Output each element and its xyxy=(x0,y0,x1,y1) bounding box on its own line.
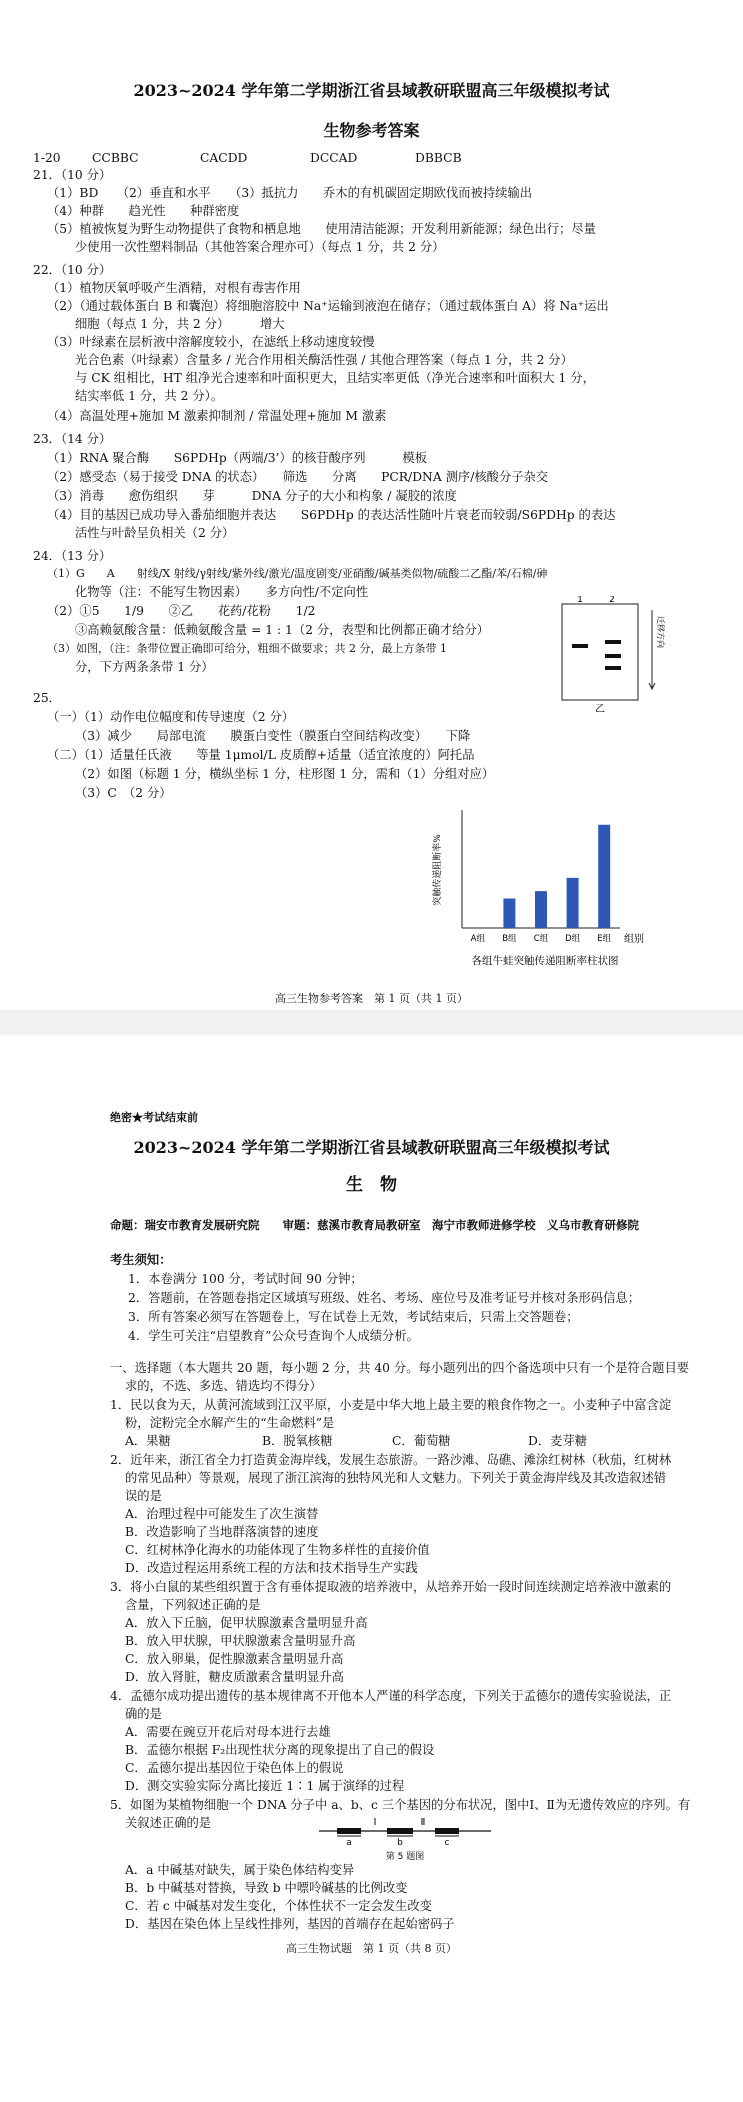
option-c: C．若 c 中碱基对发生变化，个体性状不一定会发生改变 xyxy=(125,1899,432,1913)
answer-line: （3）如图，（注：条带位置正确即可给分，粗细不做要求；共 2 分，最上方条带 1 xyxy=(47,642,447,655)
question-stem: 含量，下列叙述正确的是 xyxy=(125,1598,261,1612)
option-a: A．放入下丘脑，促甲状腺激素含量明显升高 xyxy=(125,1616,368,1630)
answer-line: 活性与叶龄呈负相关（2 分） xyxy=(75,526,235,540)
choice-range: 1-20 xyxy=(33,151,61,165)
gel-figure xyxy=(550,596,665,712)
answer-line: 21．（10 分） xyxy=(33,168,112,182)
answer-line: （4）种群 趋光性 种群密度 xyxy=(47,204,240,218)
page-gap xyxy=(0,1010,743,1035)
answer-line: 24．（13 分） xyxy=(33,549,112,563)
gel-lane-label: 1 xyxy=(577,596,583,605)
question-stem: 5．如图为某植物细胞一个 DNA 分子中 a、b、c 三个基因的分布状况，图中Ⅰ、Ⅱ为无遗传效应的序列。有 xyxy=(110,1798,691,1812)
chart-category-label: B组 xyxy=(502,934,517,944)
gene-label-c: c xyxy=(444,1838,450,1848)
answer-line: （3）C （2 分） xyxy=(75,786,172,800)
gel-lane-label: 2 xyxy=(609,596,615,605)
chart-category-label: E组 xyxy=(597,934,612,944)
gene-label-a: a xyxy=(346,1838,352,1848)
option-b: B．放入甲状腺，甲状腺激素含量明显升高 xyxy=(125,1634,356,1648)
secret-mark: 绝密★考试结束前 xyxy=(110,1111,198,1124)
notice-item: 1．本卷满分 100 分，考试时间 90 分钟； xyxy=(128,1272,363,1286)
option-a: A．a 中碱基对缺失，属于染色体结构变异 xyxy=(125,1863,355,1877)
answer-line: 结实率低 1 分，共 2 分）。 xyxy=(75,389,224,403)
option-c: C．孟德尔提出基因位于染色体上的假说 xyxy=(125,1761,344,1775)
chart-y-label: 突触传递阻断率% xyxy=(433,834,443,906)
option-d: D．麦芽糖 xyxy=(528,1434,588,1448)
option-b: B．改造影响了当地群落演替的速度 xyxy=(125,1525,319,1539)
answer-key-page xyxy=(0,0,743,1010)
option-c: C．葡萄糖 xyxy=(392,1434,451,1448)
option-c: C．放入卵巢，促性腺激素含量明显升高 xyxy=(125,1652,344,1666)
exam-subject: 生 物 xyxy=(346,1175,397,1195)
option-d: D．基因在染色体上呈线性排列，基因的首端存在起始密码子 xyxy=(125,1917,455,1931)
answer-line: （2）①5 1/9 ②乙 花药/花粉 1/2 xyxy=(47,604,316,618)
notice-item: 2．答题前，在答题卷指定区域填写班级、姓名、考场、座位号及准考证号并核对条形码信息； xyxy=(128,1291,640,1305)
chart-bar xyxy=(503,899,515,929)
exam-committee: 命题：瑞安市教育发展研究院 审题：慈溪市教育局教研室 海宁市教师进修学校 义乌市教育研修院 xyxy=(110,1218,639,1232)
gene-label-b: b xyxy=(397,1838,403,1848)
question-stem: 粉，淀粉完全水解产生的“生命燃料”是 xyxy=(125,1416,335,1430)
answer-line: ③高赖氨酸含量：低赖氨酸含量 = 1 : 1（2 分，表型和比例都正确才给分） xyxy=(75,623,490,637)
gene-b-block xyxy=(387,1828,413,1834)
question-stem: 1．民以食为天，从黄河流域到江汉平原，小麦是中华大地上最主要的粮食作物之一。小麦种子中富含淀 xyxy=(110,1398,672,1412)
option-c: C．红树林净化海水的功能体现了生物多样性的直接价值 xyxy=(125,1543,430,1557)
gel-band xyxy=(605,640,621,644)
answer-line: 25． xyxy=(33,691,61,705)
gene-c-block xyxy=(435,1828,459,1834)
answer-line: 与 CK 组相比，HT 组净光合速率和叶面积更大，且结实率更低（净光合速率和叶面积大 1 分， xyxy=(75,371,595,385)
answer-line: 分，下方两条条带 1 分） xyxy=(75,660,214,674)
answer-line: （1）BD （2）垂直和水平 （3）抵抗力 乔木的有机碳固定期欧伐而被持续输出 xyxy=(47,186,533,200)
segment-label-2: Ⅱ xyxy=(420,1817,426,1828)
notice-item: 3．所有答案必须写在答题卷上，写在试卷上无效，考试结束后，只需上交答题卷； xyxy=(128,1310,579,1324)
answer-line: （3）叶绿素在层析液中溶解度较小，在滤纸上移动速度较慢 xyxy=(47,335,375,349)
question-stem: 2．近年来，浙江省全力打造黄金海岸线，发展生态旅游。一路沙滩、岛礁、滩涂红树林（秋茄，红树林 xyxy=(110,1453,672,1467)
answer-line: （3）消毒 愈伤组织 芽 DNA 分子的大小和构象 / 凝胶的浓度 xyxy=(47,489,457,503)
answer-line: （2）（通过载体蛋白 B 和囊泡）将细胞溶胶中 Na⁺运输到液泡在储存；（通过载体蛋白 A）将 Na⁺运出 xyxy=(47,299,609,313)
question-stem: 确的是 xyxy=(125,1707,162,1721)
answer-line: 细胞（每点 1 分，共 2 分） 增大 xyxy=(75,317,285,331)
answer-line: 少使用一次性塑料制品（其他答案合理亦可）（每点 1 分，共 2 分） xyxy=(75,240,445,254)
answer-line: （5）植被恢复为野生动物提供了食物和栖息地 使用清洁能源；开发利用新能源；绿色出行；尽量 xyxy=(47,222,596,236)
figure-caption: 第 5 题图 xyxy=(385,1852,425,1862)
answer-line: （2）感受态（易于接受 DNA 的状态） 筛选 分离 PCR/DNA 测序/核酸分子杂交 xyxy=(47,470,549,484)
answer-line: （4）目的基因已成功导入番茄细胞并表达 S6PDHp 的表达活性随叶片衰老而较弱/S6PDHp 的表达 xyxy=(47,508,616,522)
notice-item: 4．学生可关注“启望教育”公众号查询个人成绩分析。 xyxy=(128,1329,419,1343)
option-d: D．改造过程运用系统工程的方法和技术指导生产实践 xyxy=(125,1561,418,1575)
gel-frame xyxy=(562,604,638,700)
answer-line: （3）减少 局部电流 膜蛋白变性（膜蛋白空间结构改变） 下降 xyxy=(75,729,471,743)
option-a: A．需要在豌豆开花后对母本进行去雄 xyxy=(125,1725,331,1739)
dna-gene-figure xyxy=(315,1815,495,1863)
option-b: B．b 中碱基对替换，导致 b 中嘌呤碱基的比例改变 xyxy=(125,1881,408,1895)
choice-group: DCCAD xyxy=(310,151,358,165)
chart-category-label: A组 xyxy=(470,934,485,944)
question-stem: 关叙述正确的是 xyxy=(125,1816,212,1830)
section-line: 求的，不选、多选、错选均不得分） xyxy=(125,1379,322,1393)
option-d: D．测交实验实际分离比接近 1∶1 属于演绎的过程 xyxy=(125,1779,405,1793)
answer-line: 23．（14 分） xyxy=(33,432,112,446)
choice-group: DBBCB xyxy=(415,151,462,165)
answer-page-footer: 高三生物参考答案 第 1 页（共 1 页） xyxy=(275,992,468,1005)
choice-group: CACDD xyxy=(200,151,248,165)
gel-band xyxy=(605,654,621,658)
blocking-rate-bar-chart xyxy=(420,800,670,972)
chart-bar xyxy=(598,825,610,928)
option-d: D．放入肾脏，糖皮质激素含量明显升高 xyxy=(125,1670,344,1684)
exam-page-footer: 高三生物试题 第 1 页（共 8 页） xyxy=(286,1942,457,1955)
gene-a-block xyxy=(337,1828,361,1834)
segment-label-1: Ⅰ xyxy=(373,1817,377,1828)
notice-title: 考生须知： xyxy=(110,1252,172,1267)
answer-line: （4）高温处理+施加 M 激素抑制剂 / 常温处理+施加 M 激素 xyxy=(47,409,387,423)
chart-bar xyxy=(535,891,547,928)
chart-title: 各组牛蛙突触传递阻断率柱状图 xyxy=(471,955,619,967)
question-stem: 4．孟德尔成功提出遗传的基本规律离不开他本人严谨的科学态度，下列关于孟德尔的遗传实验说法，正 xyxy=(110,1689,672,1703)
answer-line: 光合色素（叶绿素）含量多 / 光合作用相关酶活性强 / 其他合理答案（每点 1 分，共 2 分） xyxy=(75,353,573,367)
answer-line: （1）G A 射线/X 射线/γ射线/紫外线/激光/温度剧变/亚硝酸/碱基类似物/硫酸二乙酯/苯/石棉/砷 xyxy=(47,567,548,580)
answer-line: （二）（1）适量任氏液 等量 1μmol/L 皮质醇+适量（适宜浓度的）阿托品 xyxy=(47,748,475,762)
chart-category-label: D组 xyxy=(565,934,581,944)
choice-group: CCBBC xyxy=(92,151,139,165)
section-line: 一、选择题（本大题共 20 题，每小题 2 分，共 40 分。每小题列出的四个备选项中只有一个是符合题目要 xyxy=(110,1361,690,1375)
option-b: B．孟德尔根据 F₂出现性状分离的现象提出了自己的假设 xyxy=(125,1743,435,1757)
answer-line: （一）（1）动作电位幅度和传导速度（2 分） xyxy=(47,710,295,724)
gel-band xyxy=(572,644,588,648)
option-a: A．治理过程中可能发生了次生演替 xyxy=(125,1507,319,1521)
answer-line: 化物等（注：不能写生物因素） 多方向性/不定向性 xyxy=(75,585,369,599)
option-a: A．果糖 xyxy=(125,1434,171,1448)
chart-category-label: C组 xyxy=(533,934,549,944)
exam-page-title: 2023~2024 学年第二学期浙江省县域教研联盟高三年级模拟考试 xyxy=(133,1138,610,1157)
gel-direction-label: 迁移方向 xyxy=(656,616,665,648)
answer-line: （1）植物厌氧呼吸产生酒精，对根有毒害作用 xyxy=(47,281,301,295)
chart-bar xyxy=(567,878,579,928)
chart-x-label: 组别 xyxy=(624,934,644,945)
answer-line: 22．（10 分） xyxy=(33,263,112,277)
answer-line: （1）RNA 聚合酶 S6PDHp（两端/3’）的核苷酸序列 模板 xyxy=(47,451,428,465)
answer-page-title: 2023~2024 学年第二学期浙江省县域教研联盟高三年级模拟考试 xyxy=(133,81,610,100)
gel-caption: 乙 xyxy=(595,704,605,712)
question-stem: 3．将小白鼠的某些组织置于含有垂体提取液的培养液中，从培养开始一段时间连续测定培养液中激素的 xyxy=(110,1580,672,1594)
option-b: B．脱氧核糖 xyxy=(262,1434,333,1448)
question-stem: 的常见品种）等景观，展现了浙江滨海的独特风光和人文魅力。下列关于黄金海岸线及其改造叙述错 xyxy=(125,1471,667,1485)
question-stem: 误的是 xyxy=(125,1489,162,1503)
answer-line: （2）如图（标题 1 分，横纵坐标 1 分，柱形图 1 分，需和（1）分组对应） xyxy=(75,767,495,781)
gel-band xyxy=(605,666,621,670)
exam-page xyxy=(0,1035,743,2102)
answer-page-subtitle: 生物参考答案 xyxy=(323,121,420,140)
